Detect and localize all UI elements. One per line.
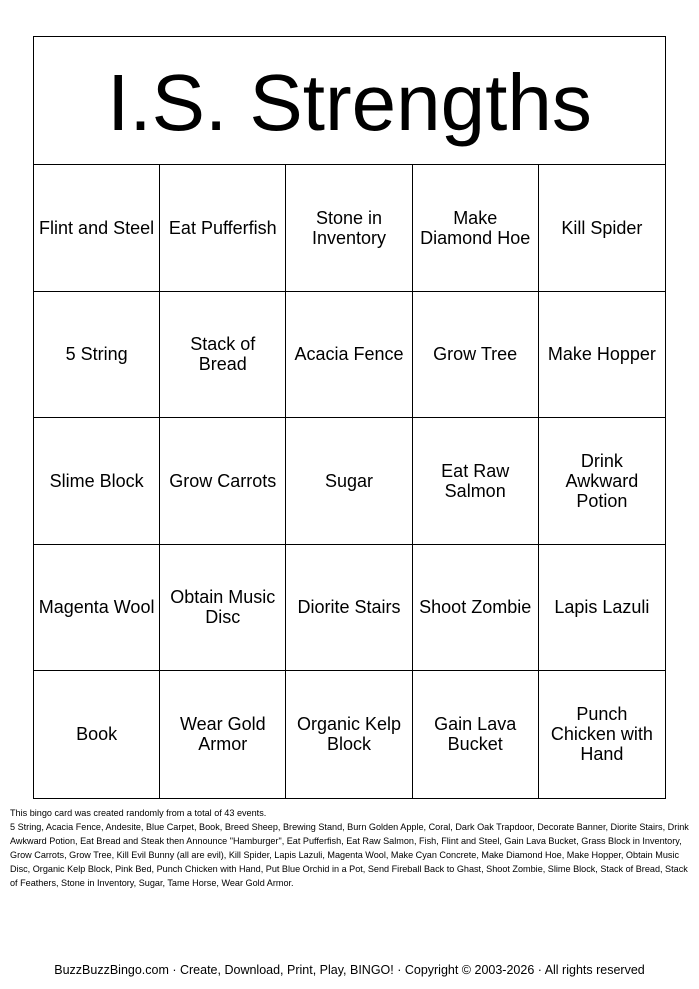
bingo-cell: Gain Lava Bucket [413,671,539,798]
title-row [34,37,665,165]
bingo-cell: Make Hopper [539,292,665,419]
bingo-cell: Lapis Lazuli [539,545,665,672]
bingo-cell: Grow Tree [413,292,539,419]
bingo-cell: Flint and Steel [34,165,160,292]
bingo-cell: Eat Raw Salmon [413,418,539,545]
bingo-card [33,36,666,799]
bingo-cell: Magenta Wool [34,545,160,672]
card-title: I.S. Strengths [107,57,592,147]
bingo-cell: Kill Spider [539,165,665,292]
bingo-cell: 5 String [34,292,160,419]
bingo-cell: Shoot Zombie [413,545,539,672]
info-events-list: 5 String, Acacia Fence, Andesite, Blue Carpet, Book, Breed Sheep, Brewing Stand, Burn Golden Apple, Coral, Dark Oak Trapdoor, Decorate Banner, Diorite Stairs, Drink Awkward Potion, Eat Bread and Steak then Announce "Hamburger", Eat Pufferfish, Eat Raw Salmon, Fish, Flint and Steel, Gain Lava Bucket, Grass Block in Inventory, Grow Carrots, Grow Tree, Kill Evil Bunny (all are evil), Kill Spider, Lapis Lazuli, Magenta Wool, Make Cyan Concrete, Make Diamond Hoe, Make Hopper, Obtain Music Disc, Organic Kelp Block, Pink Bed, Punch Chicken with Hand, Put Blue Orchid in a Pot, Send Fireball Back to Ghast, Shoot Zombie, Slime Block, Stack of Bread, Stack of Feathers, Stone in Inventory, Sugar, Tame Horse, Wear Gold Armor. [10,822,689,888]
bingo-cell: Drink Awkward Potion [539,418,665,545]
bingo-grid [34,165,665,798]
bingo-cell: Acacia Fence [286,292,412,419]
site-footer: BuzzBuzzBingo.com · Create, Download, Print, Play, BINGO! · Copyright © 2003-2026 · All rights reserved [54,963,645,977]
bingo-cell: Book [34,671,160,798]
bingo-cell: Diorite Stairs [286,545,412,672]
bingo-cell: Punch Chicken with Hand [550,704,653,765]
bingo-cell: Organic Kelp Block [286,671,412,798]
bingo-cell: Grow Carrots [160,418,286,545]
bingo-cell: Eat Pufferfish [160,165,286,292]
bingo-cell: Make Diamond Hoe [413,165,539,292]
bingo-cell: Stone in Inventory [286,165,412,292]
card-info [10,806,690,890]
bingo-cell: Slime Block [34,418,160,545]
bingo-cell: Obtain Music Disc [160,545,286,672]
bingo-cell: Sugar [286,418,412,545]
bingo-cell: Wear Gold Armor [160,671,286,798]
bingo-cell: Stack of Bread [160,292,286,419]
info-summary: This bingo card was created randomly from a total of 43 events. [10,808,267,818]
